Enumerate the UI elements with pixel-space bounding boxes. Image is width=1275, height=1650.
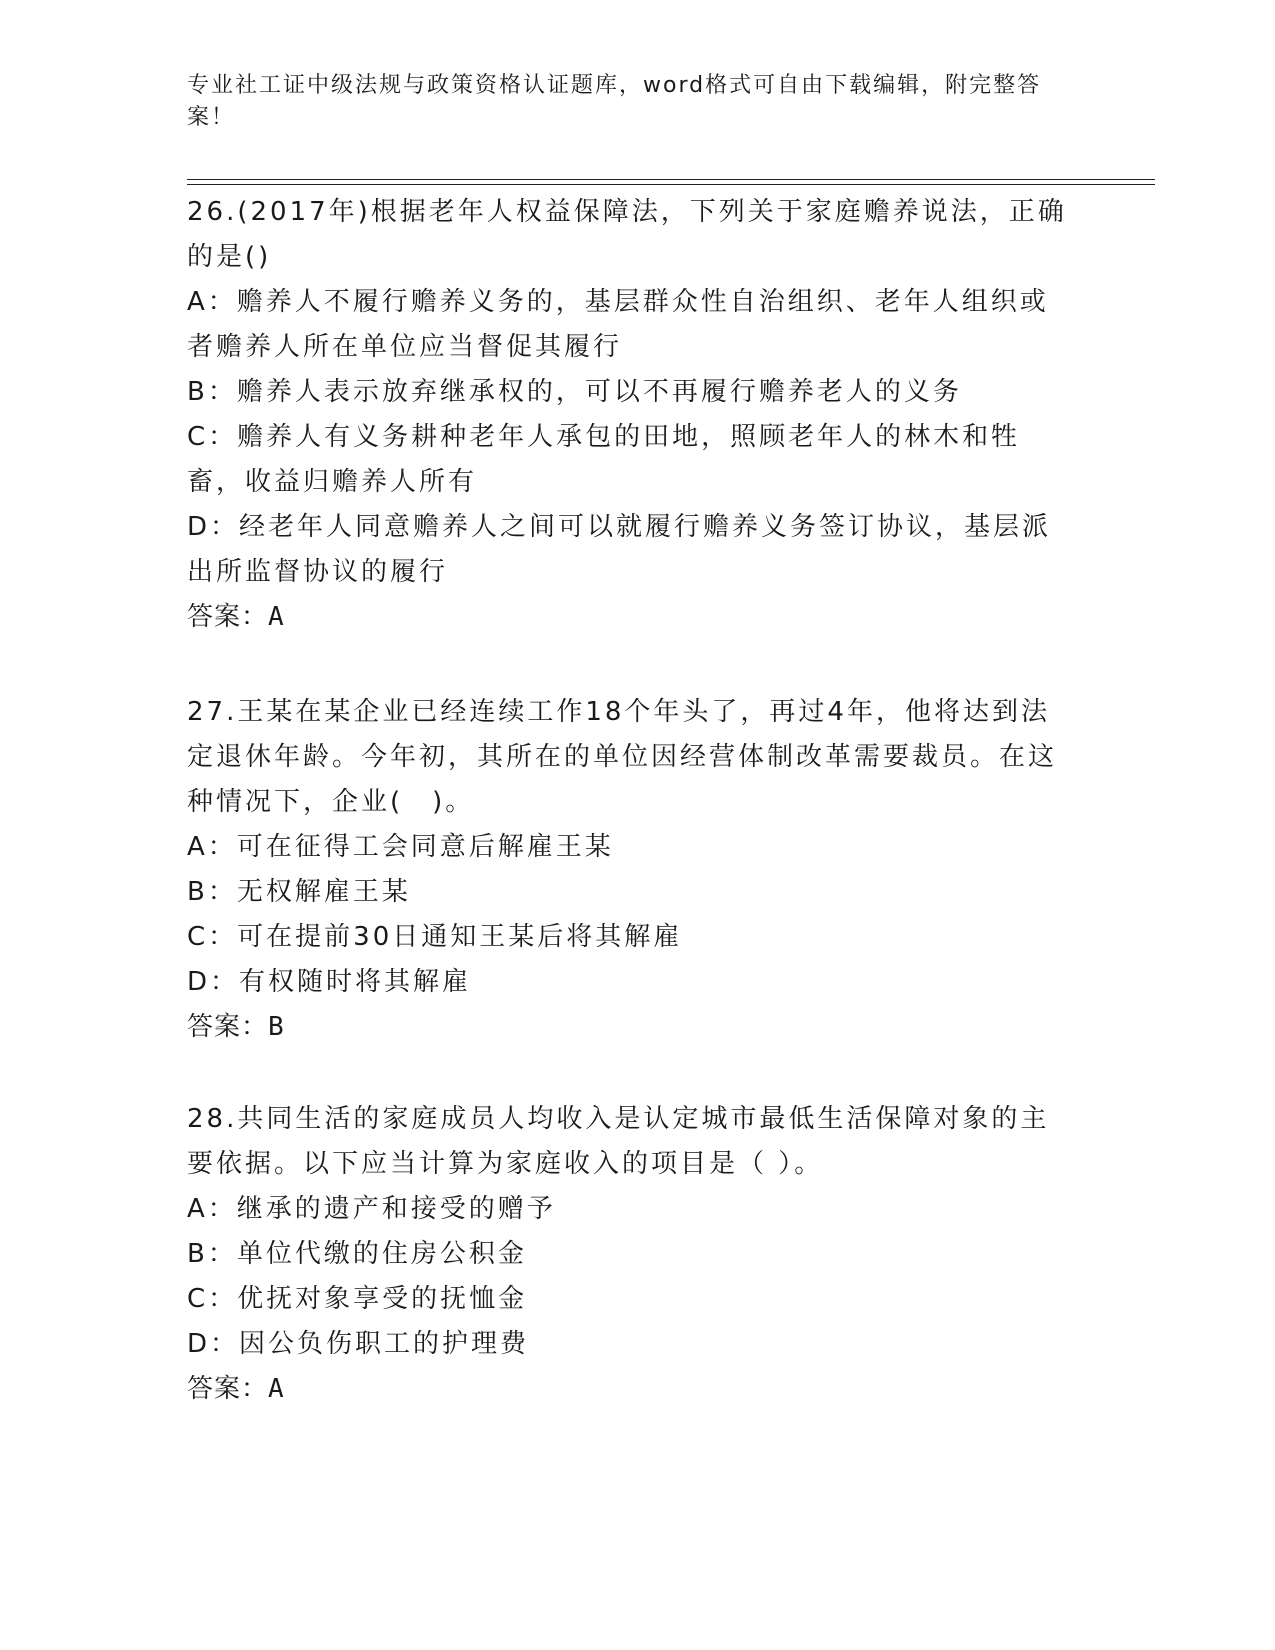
option-c: C：可在提前30日通知王某后将其解雇: [187, 922, 683, 952]
question-26: [187, 190, 1077, 640]
question-stem: 28.共同生活的家庭成员人均收入是认定城市最低生活保障对象的主要依据。以下应当计算为家庭收入的项目是（ ）。: [187, 1104, 1050, 1179]
question-stem: 27.王某在某企业已经连续工作18个年头了，再过4年，他将达到法定退休年龄。今年初，其所在的单位因经营体制改革需要裁员。在这种情况下，企业( )。: [187, 697, 1058, 817]
option-b: B：单位代缴的住房公积金: [187, 1239, 527, 1269]
option-c: C：赡养人有义务耕种老年人承包的田地，照顾老年人的林木和牲畜，收益归赡养人所有: [187, 422, 1021, 497]
option-d: D：有权随时将其解雇: [187, 967, 472, 997]
answer-value: A: [268, 602, 285, 632]
answer-label: 答案：: [187, 602, 269, 632]
option-a: A：可在征得工会同意后解雇王某: [187, 832, 614, 862]
option-d: D：经老年人同意赡养人之间可以就履行赡养义务签订协议，基层派出所监督协议的履行: [187, 512, 1052, 587]
document-header: [187, 70, 1067, 134]
question-28: [187, 1097, 1077, 1412]
answer-line: [187, 1005, 1077, 1050]
answer-label: 答案：: [187, 1374, 269, 1404]
header-divider-bottom: [187, 184, 1155, 185]
option-b: B：赡养人表示放弃继承权的，可以不再履行赡养老人的义务: [187, 377, 962, 407]
option-c: C：优抚对象享受的抚恤金: [187, 1284, 528, 1314]
option-d: D：因公负伤职工的护理费: [187, 1329, 530, 1359]
answer-line: [187, 1367, 1077, 1412]
question-stem: 26.(2017年)根据老年人权益保障法，下列关于家庭赡养说法，正确的是(): [187, 197, 1067, 272]
answer-line: [187, 595, 1077, 640]
question-27: [187, 690, 1077, 1050]
answer-label: 答案：: [187, 1012, 269, 1042]
option-a: A：赡养人不履行赡养义务的，基层群众性自治组织、老年人组织或者赡养人所在单位应当督促其履行: [187, 287, 1049, 362]
header-divider-top: [187, 179, 1155, 180]
option-a: A：继承的遗产和接受的赠予: [187, 1194, 556, 1224]
answer-value: B: [268, 1012, 285, 1042]
header-text: 专业社工证中级法规与政策资格认证题库，word格式可自由下载编辑，附完整答案！: [187, 73, 1042, 130]
option-b: B：无权解雇王某: [187, 877, 411, 907]
answer-value: A: [268, 1374, 285, 1404]
